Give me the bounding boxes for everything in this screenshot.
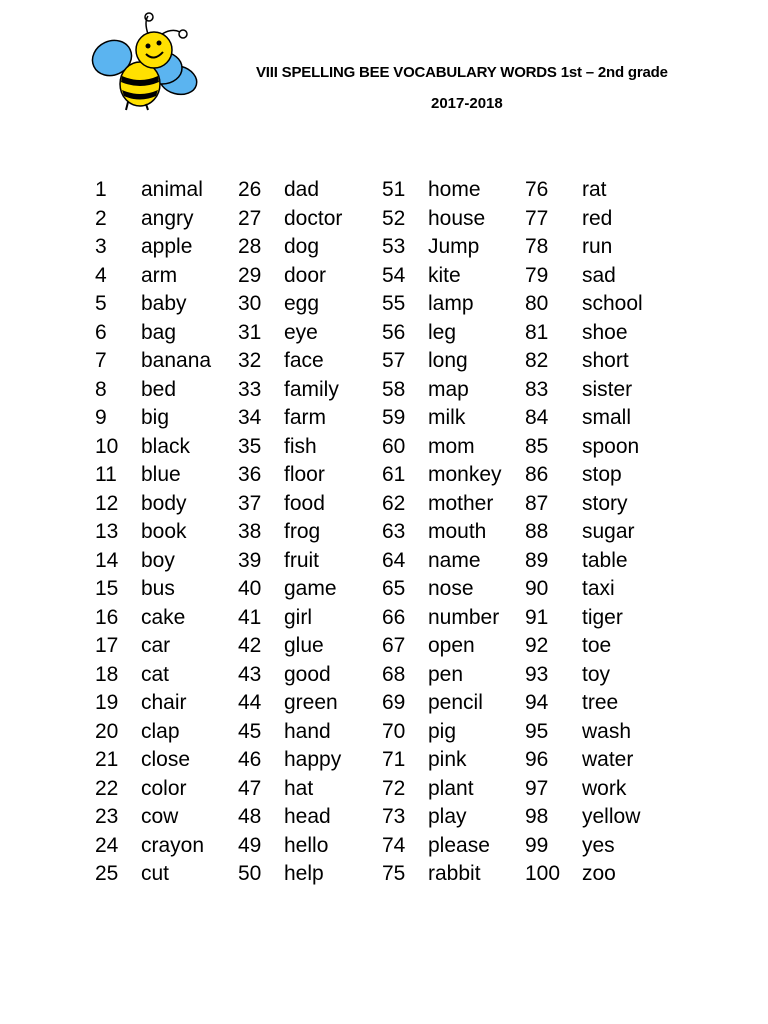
- vocabulary-word: face: [284, 349, 324, 372]
- word-number: 6: [95, 320, 107, 344]
- vocabulary-word: plant: [428, 776, 474, 800]
- vocabulary-word: book: [141, 520, 187, 543]
- vocabulary-word: run: [582, 235, 613, 258]
- word-number: 46: [238, 748, 262, 771]
- word-number: 84: [525, 406, 549, 429]
- word-number: 15: [95, 577, 119, 600]
- word-number: 85: [525, 434, 549, 458]
- word-number: 86: [525, 463, 549, 486]
- word-number: 35: [238, 434, 262, 458]
- word-number: 51: [382, 178, 406, 201]
- word-number: 42: [238, 634, 262, 657]
- vocabulary-word: eye: [284, 320, 318, 344]
- word-number: 18: [95, 662, 119, 686]
- word-number: 34: [238, 406, 262, 429]
- word-number: 7: [95, 349, 107, 372]
- word-number: 83: [525, 377, 549, 401]
- vocabulary-word: yellow: [582, 805, 641, 828]
- vocabulary-word: big: [141, 406, 170, 429]
- word-number: 9: [95, 406, 107, 429]
- vocabulary-word: rabbit: [428, 862, 481, 885]
- word-number: 47: [238, 776, 262, 800]
- word-number: 95: [525, 719, 549, 743]
- vocabulary-word: door: [284, 263, 327, 287]
- vocabulary-word: baby: [141, 292, 187, 315]
- word-number: 5: [95, 292, 107, 315]
- vocabulary-word: mother: [428, 491, 494, 515]
- word-number: 90: [525, 577, 549, 600]
- word-number: 21: [95, 748, 119, 771]
- vocabulary-word: cat: [141, 662, 170, 686]
- word-number: 40: [238, 577, 262, 600]
- word-number: 65: [382, 577, 406, 600]
- vocabulary-word: zoo: [582, 862, 616, 885]
- vocabulary-word: angry: [141, 206, 194, 230]
- word-number: 76: [525, 178, 549, 201]
- vocabulary-word: egg: [284, 292, 320, 315]
- word-number: 57: [382, 349, 406, 372]
- vocabulary-word: short: [582, 349, 629, 372]
- word-number: 55: [382, 292, 406, 315]
- word-number: 24: [95, 833, 119, 857]
- word-number: 33: [238, 377, 262, 401]
- vocabulary-word: lamp: [428, 292, 474, 315]
- page-subtitle: 2017-2018: [431, 95, 503, 112]
- word-number: 20: [95, 719, 119, 743]
- word-number: 98: [525, 805, 549, 828]
- word-number: 50: [238, 862, 262, 885]
- vocabulary-word: bag: [141, 320, 177, 344]
- word-number: 10: [95, 434, 119, 458]
- vocabulary-word: yes: [582, 833, 615, 857]
- word-number: 93: [525, 662, 549, 686]
- vocabulary-word: black: [141, 434, 191, 458]
- vocabulary-word: Jump: [428, 235, 480, 258]
- vocabulary-word: animal: [141, 178, 203, 201]
- vocabulary-word: boy: [141, 548, 175, 572]
- word-number: 29: [238, 263, 262, 287]
- vocabulary-word: story: [582, 491, 628, 515]
- word-number: 82: [525, 349, 549, 372]
- vocabulary-word: water: [582, 748, 634, 771]
- word-number: 3: [95, 235, 107, 258]
- vocabulary-word: toe: [582, 634, 612, 657]
- vocabulary-word: table: [582, 548, 628, 572]
- vocabulary-word: spoon: [582, 434, 640, 458]
- word-number: 66: [382, 605, 406, 629]
- vocabulary-word: stop: [582, 463, 622, 486]
- word-number: 61: [382, 463, 406, 486]
- word-number: 68: [382, 662, 406, 686]
- word-number: 60: [382, 434, 406, 458]
- vocabulary-word: floor: [284, 463, 325, 486]
- vocabulary-word: work: [582, 776, 627, 800]
- vocabulary-word: kite: [428, 263, 461, 287]
- word-number: 75: [382, 862, 406, 885]
- vocabulary-word: toy: [582, 662, 611, 686]
- word-number: 1: [95, 178, 107, 201]
- vocabulary-word: name: [428, 548, 481, 572]
- vocabulary-word: green: [284, 691, 338, 714]
- vocabulary-word: tiger: [582, 605, 623, 629]
- vocabulary-word: mouth: [428, 520, 487, 543]
- vocabulary-word: clap: [141, 719, 180, 743]
- vocabulary-word: home: [428, 178, 481, 201]
- vocabulary-word: chair: [141, 691, 187, 714]
- vocabulary-word: open: [428, 634, 475, 657]
- word-number: 14: [95, 548, 119, 572]
- page-title: VIII SPELLING BEE VOCABULARY WORDS 1st – 2nd grade: [256, 64, 668, 81]
- vocabulary-word: good: [284, 662, 331, 686]
- word-number: 48: [238, 805, 262, 828]
- word-number: 91: [525, 605, 549, 629]
- vocabulary-word: food: [284, 491, 325, 515]
- word-number: 49: [238, 833, 262, 857]
- word-number: 44: [238, 691, 262, 714]
- vocabulary-word: sad: [582, 263, 616, 287]
- vocabulary-word: banana: [141, 349, 212, 372]
- word-number: 43: [238, 662, 262, 686]
- word-number: 52: [382, 206, 406, 230]
- word-number: 88: [525, 520, 549, 543]
- vocabulary-word: pen: [428, 662, 464, 686]
- vocabulary-word: body: [141, 491, 187, 515]
- word-number: 12: [95, 491, 119, 515]
- word-number: 53: [382, 235, 406, 258]
- word-number: 28: [238, 235, 262, 258]
- vocabulary-word: school: [582, 292, 643, 315]
- word-number: 19: [95, 691, 119, 714]
- word-number: 56: [382, 320, 406, 344]
- vocabulary-word: farm: [284, 406, 326, 429]
- vocabulary-word: color: [141, 776, 187, 800]
- vocabulary-word: tree: [582, 691, 619, 714]
- vocabulary-word: play: [428, 805, 467, 828]
- word-number: 77: [525, 206, 549, 230]
- vocabulary-word: cake: [141, 605, 186, 629]
- vocabulary-word: fish: [284, 434, 317, 458]
- word-number: 58: [382, 377, 406, 401]
- vocabulary-word: sister: [582, 377, 633, 401]
- vocabulary-word: dog: [284, 235, 320, 258]
- vocabulary-word: pig: [428, 719, 457, 743]
- word-number: 4: [95, 263, 107, 287]
- vocabulary-word-list: [0, 176, 768, 896]
- word-number: 99: [525, 833, 549, 857]
- vocabulary-word: leg: [428, 320, 457, 344]
- vocabulary-word: long: [428, 349, 468, 372]
- vocabulary-word: close: [141, 748, 191, 771]
- vocabulary-word: pencil: [428, 691, 483, 714]
- word-number: 27: [238, 206, 262, 230]
- vocabulary-word: hello: [284, 833, 329, 857]
- word-number: 92: [525, 634, 549, 657]
- vocabulary-word: pink: [428, 748, 467, 771]
- word-number: 89: [525, 548, 549, 572]
- word-number: 64: [382, 548, 406, 572]
- bee-logo-icon: [88, 10, 200, 114]
- word-number: 22: [95, 776, 119, 800]
- word-number: 67: [382, 634, 406, 657]
- word-number: 59: [382, 406, 406, 429]
- word-number: 26: [238, 178, 262, 201]
- word-number: 81: [525, 320, 549, 344]
- word-number: 17: [95, 634, 119, 657]
- word-number: 96: [525, 748, 549, 771]
- vocabulary-word: frog: [284, 520, 321, 543]
- word-number: 16: [95, 605, 119, 629]
- vocabulary-word: small: [582, 406, 632, 429]
- vocabulary-word: nose: [428, 577, 474, 600]
- word-number: 97: [525, 776, 549, 800]
- vocabulary-word: happy: [284, 748, 342, 771]
- word-number: 62: [382, 491, 406, 515]
- word-number: 8: [95, 377, 107, 401]
- word-number: 94: [525, 691, 549, 714]
- word-number: 78: [525, 235, 549, 258]
- word-number: 87: [525, 491, 549, 515]
- vocabulary-word: doctor: [284, 206, 343, 230]
- vocabulary-word: house: [428, 206, 486, 230]
- word-number: 36: [238, 463, 262, 486]
- vocabulary-word: dad: [284, 178, 320, 201]
- word-number: 74: [382, 833, 406, 857]
- vocabulary-word: shoe: [582, 320, 628, 344]
- word-number: 71: [382, 748, 406, 771]
- word-number: 100: [525, 862, 561, 885]
- word-number: 25: [95, 862, 119, 885]
- word-number: 13: [95, 520, 119, 543]
- vocabulary-word: crayon: [141, 833, 205, 857]
- word-number: 39: [238, 548, 262, 572]
- vocabulary-word: milk: [428, 406, 466, 429]
- word-number: 63: [382, 520, 406, 543]
- vocabulary-word: cow: [141, 805, 179, 828]
- vocabulary-word: arm: [141, 263, 178, 287]
- vocabulary-word: glue: [284, 634, 324, 657]
- word-number: 54: [382, 263, 406, 287]
- vocabulary-word: blue: [141, 463, 181, 486]
- vocabulary-word: hat: [284, 776, 314, 800]
- word-number: 79: [525, 263, 549, 287]
- word-number: 72: [382, 776, 406, 800]
- vocabulary-word: bus: [141, 577, 175, 600]
- vocabulary-word: number: [428, 605, 500, 629]
- vocabulary-word: fruit: [284, 548, 320, 572]
- vocabulary-word: wash: [582, 719, 632, 743]
- vocabulary-word: map: [428, 377, 469, 401]
- word-number: 31: [238, 320, 262, 344]
- vocabulary-word: taxi: [582, 577, 615, 600]
- vocabulary-word: monkey: [428, 463, 502, 486]
- word-number: 23: [95, 805, 119, 828]
- word-number: 37: [238, 491, 262, 515]
- vocabulary-word: family: [284, 377, 339, 401]
- vocabulary-word: red: [582, 206, 613, 230]
- word-number: 45: [238, 719, 262, 743]
- vocabulary-word: bed: [141, 377, 177, 401]
- vocabulary-word: game: [284, 577, 337, 600]
- vocabulary-word: please: [428, 833, 490, 857]
- word-number: 30: [238, 292, 262, 315]
- word-number: 69: [382, 691, 406, 714]
- word-number: 73: [382, 805, 406, 828]
- word-number: 11: [95, 463, 117, 486]
- word-number: 38: [238, 520, 262, 543]
- vocabulary-word: car: [141, 634, 171, 657]
- vocabulary-word: head: [284, 805, 331, 828]
- word-number: 80: [525, 292, 549, 315]
- vocabulary-word: help: [284, 862, 324, 885]
- vocabulary-word: mom: [428, 434, 475, 458]
- vocabulary-word: apple: [141, 235, 193, 258]
- word-number: 41: [238, 605, 262, 629]
- word-number: 70: [382, 719, 406, 743]
- word-number: 2: [95, 206, 107, 230]
- vocabulary-word: cut: [141, 862, 170, 885]
- vocabulary-word: sugar: [582, 520, 635, 543]
- vocabulary-word: hand: [284, 719, 331, 743]
- word-number: 32: [238, 349, 262, 372]
- vocabulary-word: rat: [582, 178, 607, 201]
- vocabulary-word: girl: [284, 605, 313, 629]
